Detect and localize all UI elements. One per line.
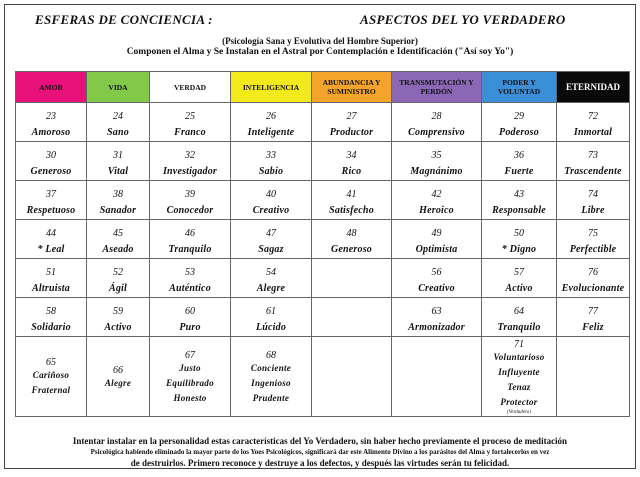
table-cell	[392, 337, 482, 417]
aspect-number: 40	[266, 188, 276, 200]
table-cell	[557, 103, 630, 142]
aspect-note: (Verdadero)	[507, 410, 531, 415]
table-cell	[150, 220, 231, 259]
table-cell	[87, 103, 150, 142]
aspect-word: Influyente	[498, 367, 540, 377]
aspect-word: Armonizador	[408, 321, 465, 333]
aspect-number: 56	[431, 266, 442, 278]
aspect-number: 72	[588, 110, 598, 122]
aspect-word: Fraternal	[31, 385, 71, 395]
table-cell	[87, 298, 150, 337]
table-cell	[392, 220, 482, 259]
table-cell	[557, 298, 630, 337]
table-cell	[557, 181, 630, 220]
title-right: ASPECTOS DEL YO VERDADERO	[360, 12, 566, 27]
aspect-word: Tenaz	[507, 382, 531, 392]
aspect-number: 34	[346, 149, 357, 161]
aspect-number: 38	[113, 188, 123, 200]
title-left: ESFERAS DE CONCIENCIA :	[35, 12, 213, 27]
aspect-number: 63	[431, 305, 442, 317]
aspect-word: Feliz	[582, 321, 604, 333]
table-cell	[392, 142, 482, 181]
aspect-number: 61	[266, 305, 276, 317]
table-cell	[87, 259, 150, 298]
table-cell	[231, 181, 312, 220]
table-cell	[231, 337, 312, 417]
aspect-number: 39	[185, 188, 195, 200]
table-row	[16, 259, 630, 298]
aspect-number: 54	[266, 266, 276, 278]
aspect-word: Productor	[329, 126, 374, 138]
table-cell	[231, 220, 312, 259]
title-row	[5, 5, 635, 29]
table-cell	[557, 259, 630, 298]
table-row	[16, 298, 630, 337]
column-header: TRANSMUTACIÓN Y PERDÓN	[392, 72, 482, 103]
aspect-number: 71	[514, 339, 524, 350]
aspect-word: Franco	[174, 126, 206, 138]
table-cell	[312, 220, 392, 259]
table-row	[16, 103, 630, 142]
table-cell	[312, 103, 392, 142]
aspect-word: Alegre	[256, 282, 286, 294]
aspect-number: 37	[46, 188, 56, 200]
table-row	[16, 181, 630, 220]
aspect-number: 59	[113, 305, 123, 317]
subtitle-line-1: (Psicología Sana y Evolutiva del Hombre Superior)	[222, 36, 418, 46]
table-cell	[87, 337, 150, 417]
aspect-number: 28	[431, 110, 442, 122]
table-cell	[231, 298, 312, 337]
aspect-word: * Digno	[501, 243, 537, 255]
header-row	[16, 72, 630, 103]
aspect-number: 48	[346, 227, 357, 239]
aspect-word: Cariñoso	[32, 370, 70, 380]
aspect-number: 30	[46, 149, 56, 161]
aspect-word: Sagaz	[258, 243, 284, 255]
aspect-word: Creativo	[418, 282, 455, 294]
aspect-number: 26	[266, 110, 276, 122]
aspect-number: 67	[185, 349, 195, 361]
table-cell	[392, 181, 482, 220]
table-cell	[392, 259, 482, 298]
table-cell	[482, 337, 557, 417]
table-cell	[482, 298, 557, 337]
aspect-word: Lúcido	[255, 321, 287, 333]
table-row	[16, 220, 630, 259]
aspect-word: Generoso	[30, 165, 72, 177]
column-header: PODER Y VOLUNTAD	[482, 72, 557, 103]
aspect-word: Amoroso	[31, 126, 71, 138]
table-cell	[16, 298, 87, 337]
aspect-number: 25	[185, 110, 195, 122]
aspect-word: Vital	[107, 165, 129, 177]
aspect-word: Activo	[104, 321, 132, 333]
aspect-word: Sanador	[99, 204, 137, 216]
aspect-number: 53	[185, 266, 195, 278]
aspect-word: Responsable	[492, 204, 546, 216]
table-cell	[312, 298, 392, 337]
aspect-word: Fuerte	[504, 165, 534, 177]
table-cell	[557, 220, 630, 259]
column-header: VIDA	[87, 72, 150, 103]
virtues-table	[15, 71, 630, 417]
column-header: VERDAD	[150, 72, 231, 103]
aspect-number: 68	[266, 349, 276, 361]
aspect-word: Libre	[581, 204, 605, 216]
aspect-number: 66	[113, 364, 123, 376]
aspect-word: Alegre	[104, 377, 132, 388]
aspect-number: 50	[514, 227, 524, 239]
table-cell	[557, 142, 630, 181]
aspect-number: 29	[514, 110, 524, 122]
table-cell	[482, 259, 557, 298]
aspect-word: * Leal	[37, 243, 65, 255]
table-cell	[312, 259, 392, 298]
table-cell	[482, 220, 557, 259]
table-cell	[16, 337, 87, 417]
table-cell	[482, 142, 557, 181]
aspect-number: 36	[514, 149, 524, 161]
aspect-word: Conocedor	[166, 204, 214, 216]
column-header: ETERNIDAD	[557, 72, 630, 103]
table-cell	[150, 181, 231, 220]
table-cell	[16, 142, 87, 181]
table-cell	[150, 142, 231, 181]
aspect-number: 57	[514, 266, 524, 278]
aspect-word: Generoso	[330, 243, 373, 255]
table-cell	[150, 298, 231, 337]
aspect-word: Evolucionante	[561, 282, 625, 294]
aspect-word: Prudente	[252, 392, 290, 403]
table-cell	[87, 181, 150, 220]
document-page	[4, 4, 636, 469]
aspect-word: Trascendente	[564, 165, 622, 177]
aspect-word: Heroico	[419, 204, 454, 216]
aspect-number: 65	[46, 357, 56, 368]
aspect-number: 46	[185, 227, 195, 239]
aspect-word: Puro	[179, 321, 201, 333]
table-cell	[312, 181, 392, 220]
table-cell	[312, 142, 392, 181]
column-header: ABUNDANCIA Y SUMINISTRO	[312, 72, 392, 103]
table-cell	[392, 298, 482, 337]
aspect-word: Investigador	[162, 165, 218, 177]
table-cell	[482, 181, 557, 220]
table-cell	[150, 259, 231, 298]
aspect-number: 41	[346, 188, 357, 200]
table-cell	[87, 142, 150, 181]
aspect-word: Sano	[107, 126, 129, 138]
aspect-word: Creativo	[252, 204, 290, 216]
aspect-number: 32	[185, 149, 195, 161]
aspect-word: Equilibrado	[166, 377, 214, 388]
aspect-word: Protector	[500, 397, 538, 407]
aspect-word: Ingenioso	[251, 377, 291, 388]
aspect-word: Poderoso	[499, 126, 539, 138]
aspect-number: 33	[266, 149, 276, 161]
aspect-number: 45	[113, 227, 123, 239]
aspect-word: Voluntarioso	[493, 352, 545, 362]
aspect-word: Magnánimo	[410, 165, 463, 177]
aspect-number: 58	[46, 305, 56, 317]
aspect-word: Altruista	[32, 282, 70, 294]
table-body	[16, 103, 630, 417]
aspect-word: Auténtico	[169, 282, 211, 294]
aspect-word: Sabio	[258, 165, 284, 177]
table-row	[16, 142, 630, 181]
aspect-number: 42	[431, 188, 442, 200]
aspect-number: 64	[514, 305, 524, 317]
aspect-word: Solidario	[31, 321, 71, 333]
aspect-word: Satisfecho	[329, 204, 374, 216]
column-header: INTELIGENCIA	[231, 72, 312, 103]
aspect-word: Justo	[179, 362, 201, 373]
aspect-number: 49	[431, 227, 442, 239]
table-cell	[231, 103, 312, 142]
aspect-word: Tranquilo	[497, 321, 541, 333]
aspect-number: 24	[113, 110, 123, 122]
aspect-number: 52	[113, 266, 123, 278]
table-cell	[150, 103, 231, 142]
aspect-word: Respetuoso	[26, 204, 76, 216]
aspect-number: 75	[588, 227, 598, 239]
aspect-word: Activo	[505, 282, 533, 294]
table-row	[16, 337, 630, 417]
table-cell	[312, 337, 392, 417]
table-cell	[231, 259, 312, 298]
aspect-number: 31	[113, 149, 123, 161]
aspect-word: Perfectible	[569, 243, 617, 255]
aspect-number: 77	[588, 305, 598, 317]
aspect-number: 47	[266, 227, 276, 239]
aspect-number: 43	[514, 188, 524, 200]
aspect-number: 60	[185, 305, 195, 317]
aspect-word: Rico	[341, 165, 362, 177]
table-cell	[87, 220, 150, 259]
aspect-number: 35	[431, 149, 442, 161]
aspect-number: 76	[588, 266, 598, 278]
footer-line-3: de destruirlos. Primero reconoce y destruye a los defectos, y después las virtudes serán tu felicidad.	[130, 458, 510, 468]
footer-line-2: Psicológica habiendo eliminado la mayor parte de los Yoes Psicológicos, significará dar este Alimento Divino a los parásitos del Alma y fortalecerlos en vez	[90, 448, 550, 456]
table-cell	[557, 337, 630, 417]
aspect-word: Honesto	[173, 392, 207, 403]
aspect-number: 73	[588, 149, 598, 161]
aspect-word: Aseado	[102, 243, 134, 255]
aspect-word: Ágil	[108, 282, 128, 294]
aspect-number: 74	[588, 188, 598, 200]
table-cell	[231, 142, 312, 181]
aspect-word: Comprensivo	[408, 126, 465, 138]
subtitle-line-2: Componen el Alma y Se Instalan en el Astral por Contemplación e Identificación ("Así soy Yo")	[126, 47, 514, 57]
column-header: AMOR	[16, 72, 87, 103]
table-cell	[16, 103, 87, 142]
table-cell	[16, 259, 87, 298]
aspect-number: 51	[46, 266, 56, 278]
aspect-number: 44	[46, 227, 56, 239]
aspect-word: Inmortal	[573, 126, 613, 138]
aspect-word: Conciente	[250, 362, 292, 373]
table-cell	[16, 181, 87, 220]
aspect-word: Inteligente	[247, 126, 295, 138]
table-cell	[482, 103, 557, 142]
aspect-number: 27	[346, 110, 357, 122]
table-cell	[16, 220, 87, 259]
table-cell	[150, 337, 231, 417]
table-cell	[392, 103, 482, 142]
aspect-word: Optimista	[415, 243, 458, 255]
aspect-number: 23	[46, 110, 56, 122]
footer-line-1: Intentar instalar en la personalidad estas características del Yo Verdadero, sin haber hecho previamente el proceso de meditación	[72, 436, 568, 446]
aspect-word: Tranquilo	[168, 243, 212, 255]
